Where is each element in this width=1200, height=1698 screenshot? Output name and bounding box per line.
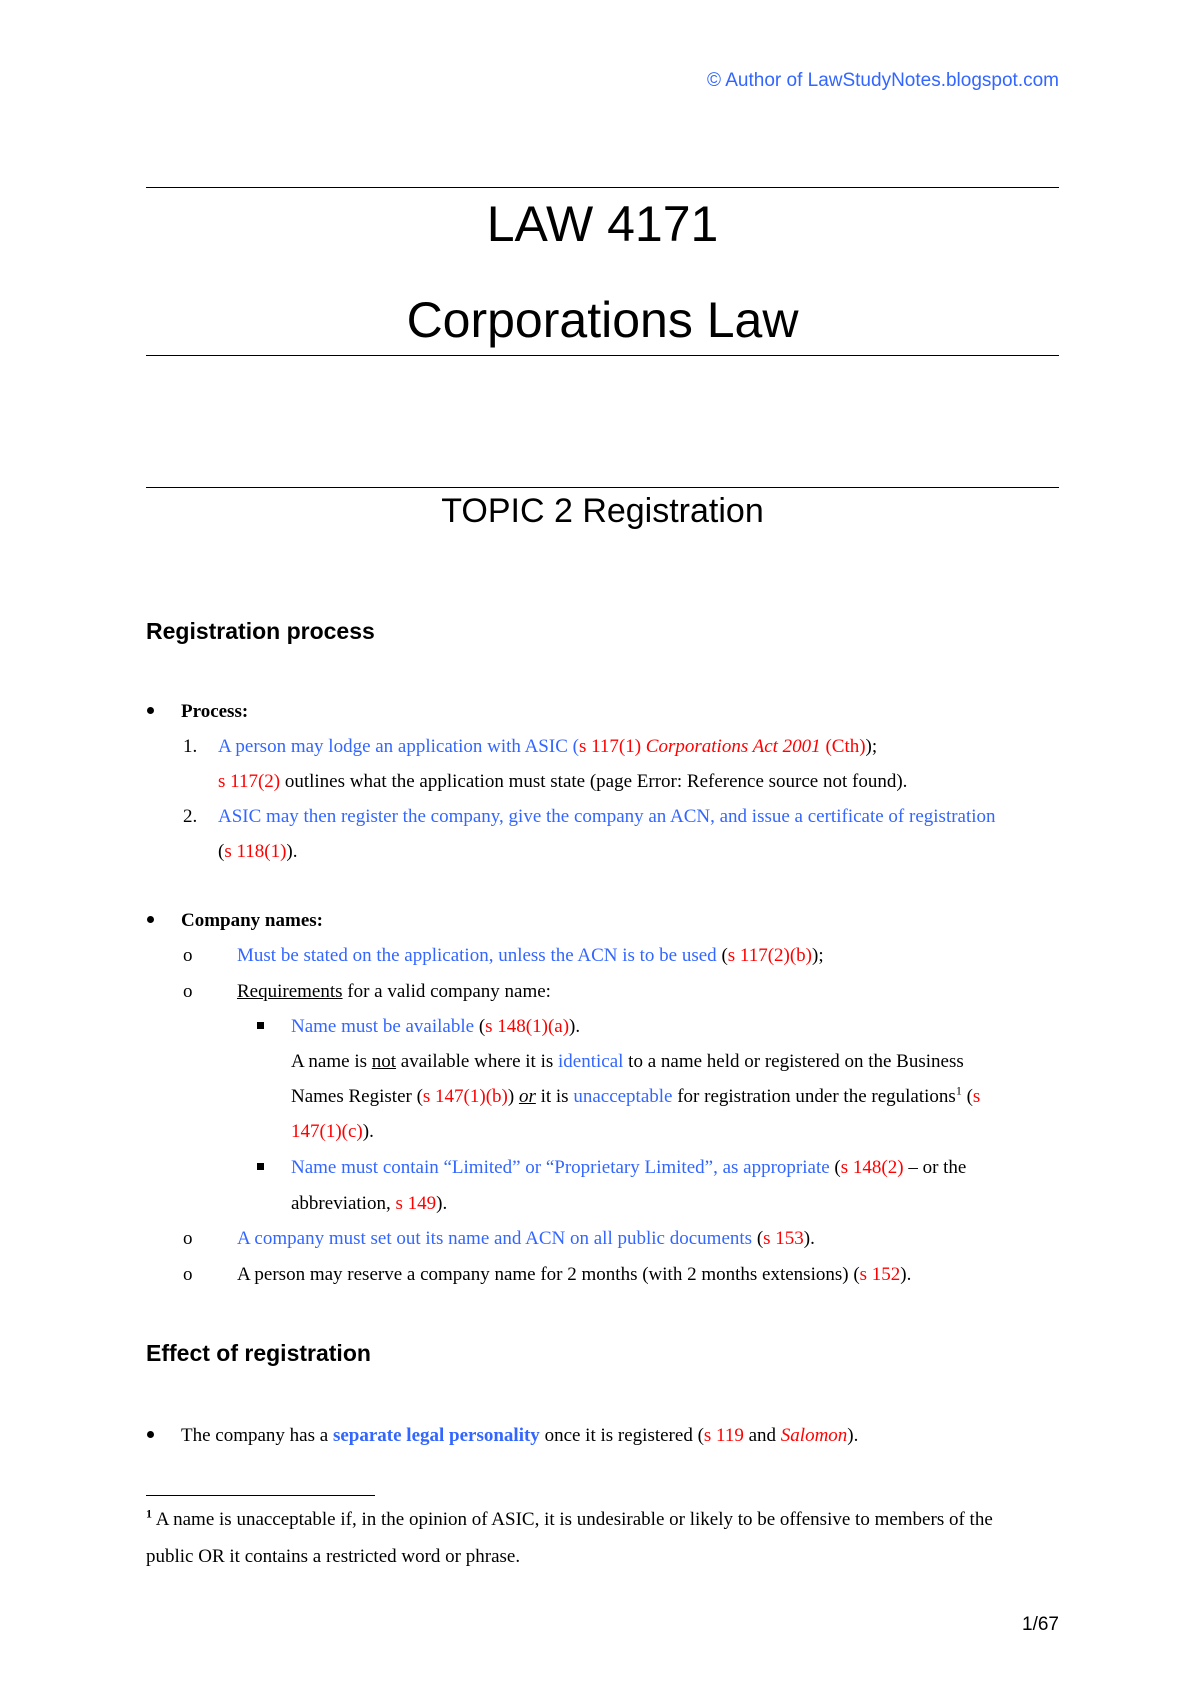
footnote-line-1: $^1$ A name is unacceptable if, in the opinion of ASIC, it is undesirable or likely to be offensive to members of the xyxy=(146,1506,993,1530)
bullet xyxy=(147,1431,154,1438)
process-item-1: A person may lodge an application with ASIC (s 117(1) Corporations Act 2001 (Cth)); xyxy=(218,736,878,757)
square-bullet xyxy=(257,1163,264,1170)
process-item-2-line-2: (s 118(1)). xyxy=(218,841,298,862)
topic-top-rule xyxy=(146,487,1059,488)
bullet xyxy=(147,916,154,923)
bullet xyxy=(147,707,154,714)
requirement-limited: Name must contain “Limited” or “Proprietary Limited”, as appropriate (s 148(2) – or the xyxy=(291,1157,967,1178)
requirement-available-line-2: A name is not available where it is identical to a name held or registered on the Business xyxy=(291,1051,964,1072)
footnote-ref: 1 xyxy=(955,1083,962,1098)
course-name: Corporations Law xyxy=(406,292,799,348)
process-label: Process: xyxy=(181,701,249,722)
copyright-notice: © Author of LawStudyNotes.blogspot.com xyxy=(707,70,1059,91)
section-heading-effect-of-registration: Effect of registration xyxy=(146,1340,371,1366)
course-code: LAW 4171 xyxy=(486,196,719,252)
circle-marker: o xyxy=(183,1228,193,1249)
requirement-available-line-3: Names Register (s 147(1)(b)) or it is unacceptable for registration under the regulations$^1$ (s xyxy=(291,1083,981,1107)
process-item-1-line-2: s 117(2) outlines what the application must state (page Error: Reference source not found). xyxy=(218,771,908,792)
company-names-label: Company names: xyxy=(181,910,323,931)
circle-marker: o xyxy=(183,981,193,1002)
process-item-2: ASIC may then register the company, give the company an ACN, and issue a certificate of registration xyxy=(218,806,996,827)
list-number: 1. xyxy=(183,736,198,757)
requirement-limited-line-2: abbreviation, s 149). xyxy=(291,1193,448,1214)
requirement-available: Name must be available (s 148(1)(a)). xyxy=(291,1016,581,1037)
requirement-available-line-4: 147(1)(c)). xyxy=(291,1121,374,1142)
company-names-item-3: A company must set out its name and ACN on all public documents (s 153). xyxy=(237,1228,815,1249)
footnote-line-2: public OR it contains a restricted word or phrase. xyxy=(146,1546,521,1567)
company-names-item-4: A person may reserve a company name for 2 months (with 2 months extensions) (s 152). xyxy=(237,1264,912,1285)
topic-title: TOPIC 2 Registration xyxy=(441,492,764,530)
company-names-item-1: Must be stated on the application, unless the ACN is to be used (s 117(2)(b)); xyxy=(237,945,824,966)
circle-marker: o xyxy=(183,1264,193,1285)
footnote-separator xyxy=(146,1495,375,1496)
footnote-number: 1 xyxy=(146,1506,152,1521)
title-bottom-rule xyxy=(146,355,1059,356)
page-number: 1/67 xyxy=(1022,1614,1059,1635)
circle-marker: o xyxy=(183,945,193,966)
list-number: 2. xyxy=(183,806,198,827)
effect-item-1: The company has a separate legal personality once it is registered (s 119 and Salomon). xyxy=(181,1425,859,1446)
company-names-item-2: Requirements for a valid company name: xyxy=(237,981,551,1002)
title-top-rule xyxy=(146,187,1059,188)
section-heading-registration-process: Registration process xyxy=(146,618,375,644)
square-bullet xyxy=(257,1022,264,1029)
